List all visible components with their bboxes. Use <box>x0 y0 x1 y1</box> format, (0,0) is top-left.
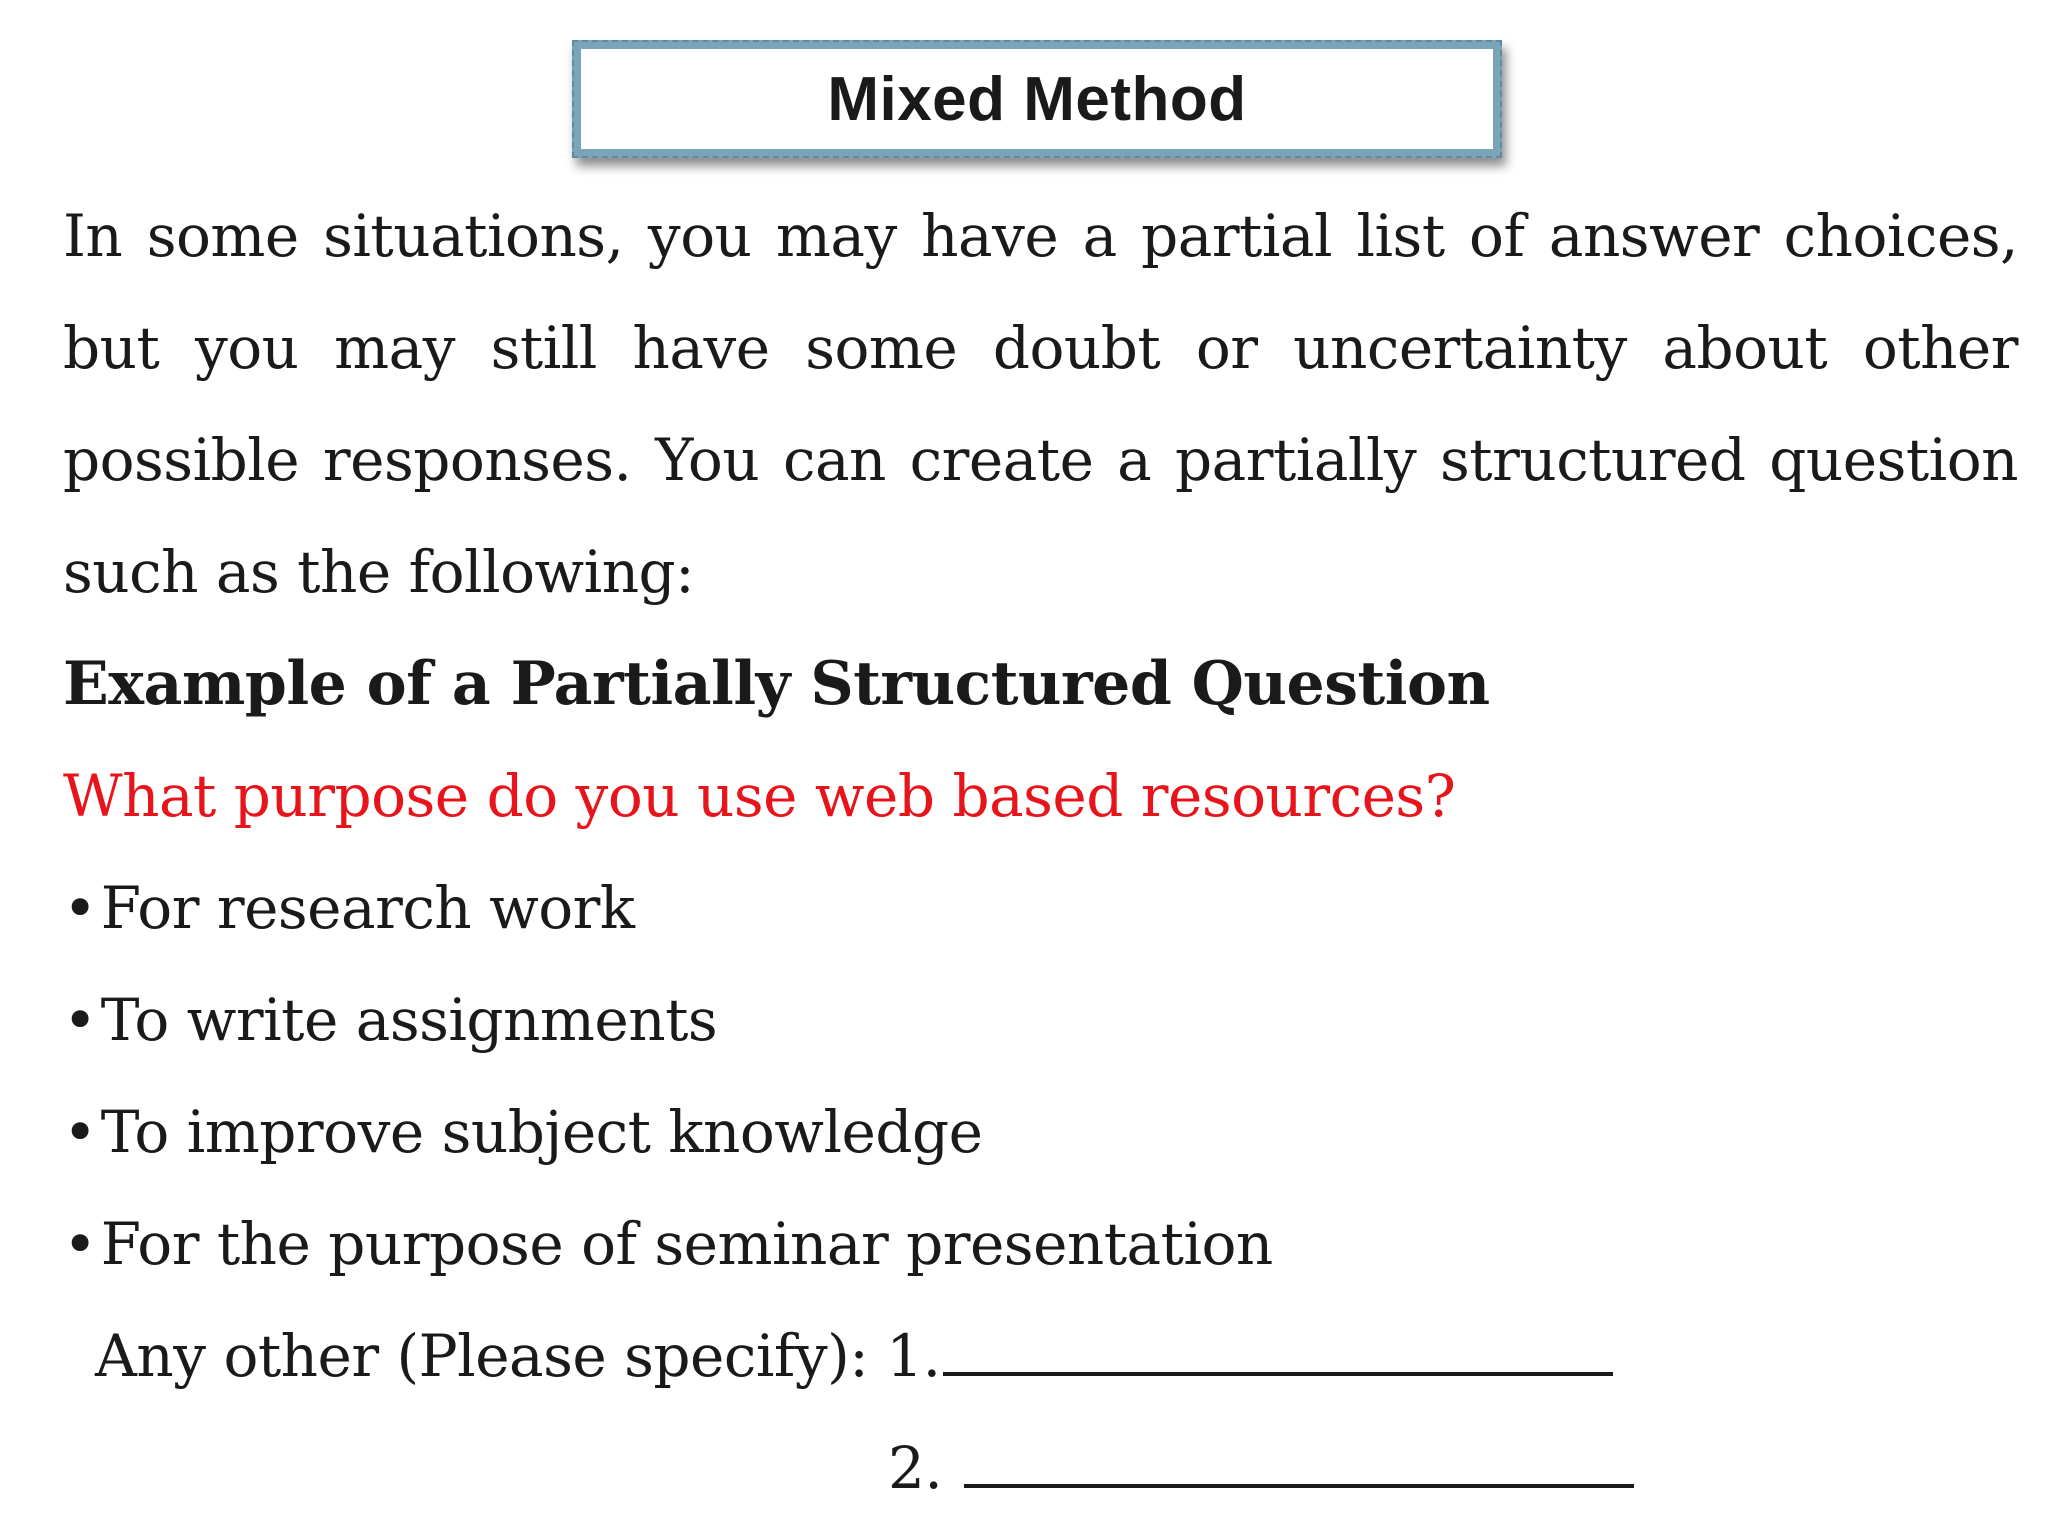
other-specify-line-1 <box>63 1300 2018 1412</box>
title-box <box>572 40 1502 158</box>
example-heading: Example of a Partially Structured Question <box>63 649 1490 719</box>
slide-body <box>63 180 2018 1524</box>
question-text: What purpose do you use web based resources? <box>63 762 1456 830</box>
other-label: Any other (Please specify): <box>95 1322 869 1390</box>
list-item <box>63 1076 2018 1188</box>
other-specify-line-2 <box>63 1412 2018 1524</box>
option-label: To improve subject knowledge <box>100 1098 983 1166</box>
list-item <box>63 1188 2018 1300</box>
bullet-icon: • <box>63 874 97 942</box>
list-item <box>63 852 2018 964</box>
slide-title: Mixed Method <box>827 64 1247 134</box>
option-label: For the purpose of seminar presentation <box>100 1210 1273 1278</box>
blank-line <box>964 1444 1634 1488</box>
other-item-number: 2. <box>888 1434 943 1502</box>
option-list <box>63 852 2018 1300</box>
option-label: For research work <box>100 874 635 942</box>
bullet-icon: • <box>63 1210 97 1278</box>
intro-paragraph: In some situations, you may have a partial list of answer choices, but you may still have some doubt or uncertainty about other possible responses. You can create a partially structured question such as the following: <box>63 202 2018 606</box>
list-item <box>63 964 2018 1076</box>
other-item-number: 1. <box>886 1322 941 1390</box>
blank-line <box>943 1332 1613 1376</box>
bullet-icon: • <box>63 1098 97 1166</box>
bullet-icon: • <box>63 986 97 1054</box>
option-label: To write assignments <box>100 986 718 1054</box>
